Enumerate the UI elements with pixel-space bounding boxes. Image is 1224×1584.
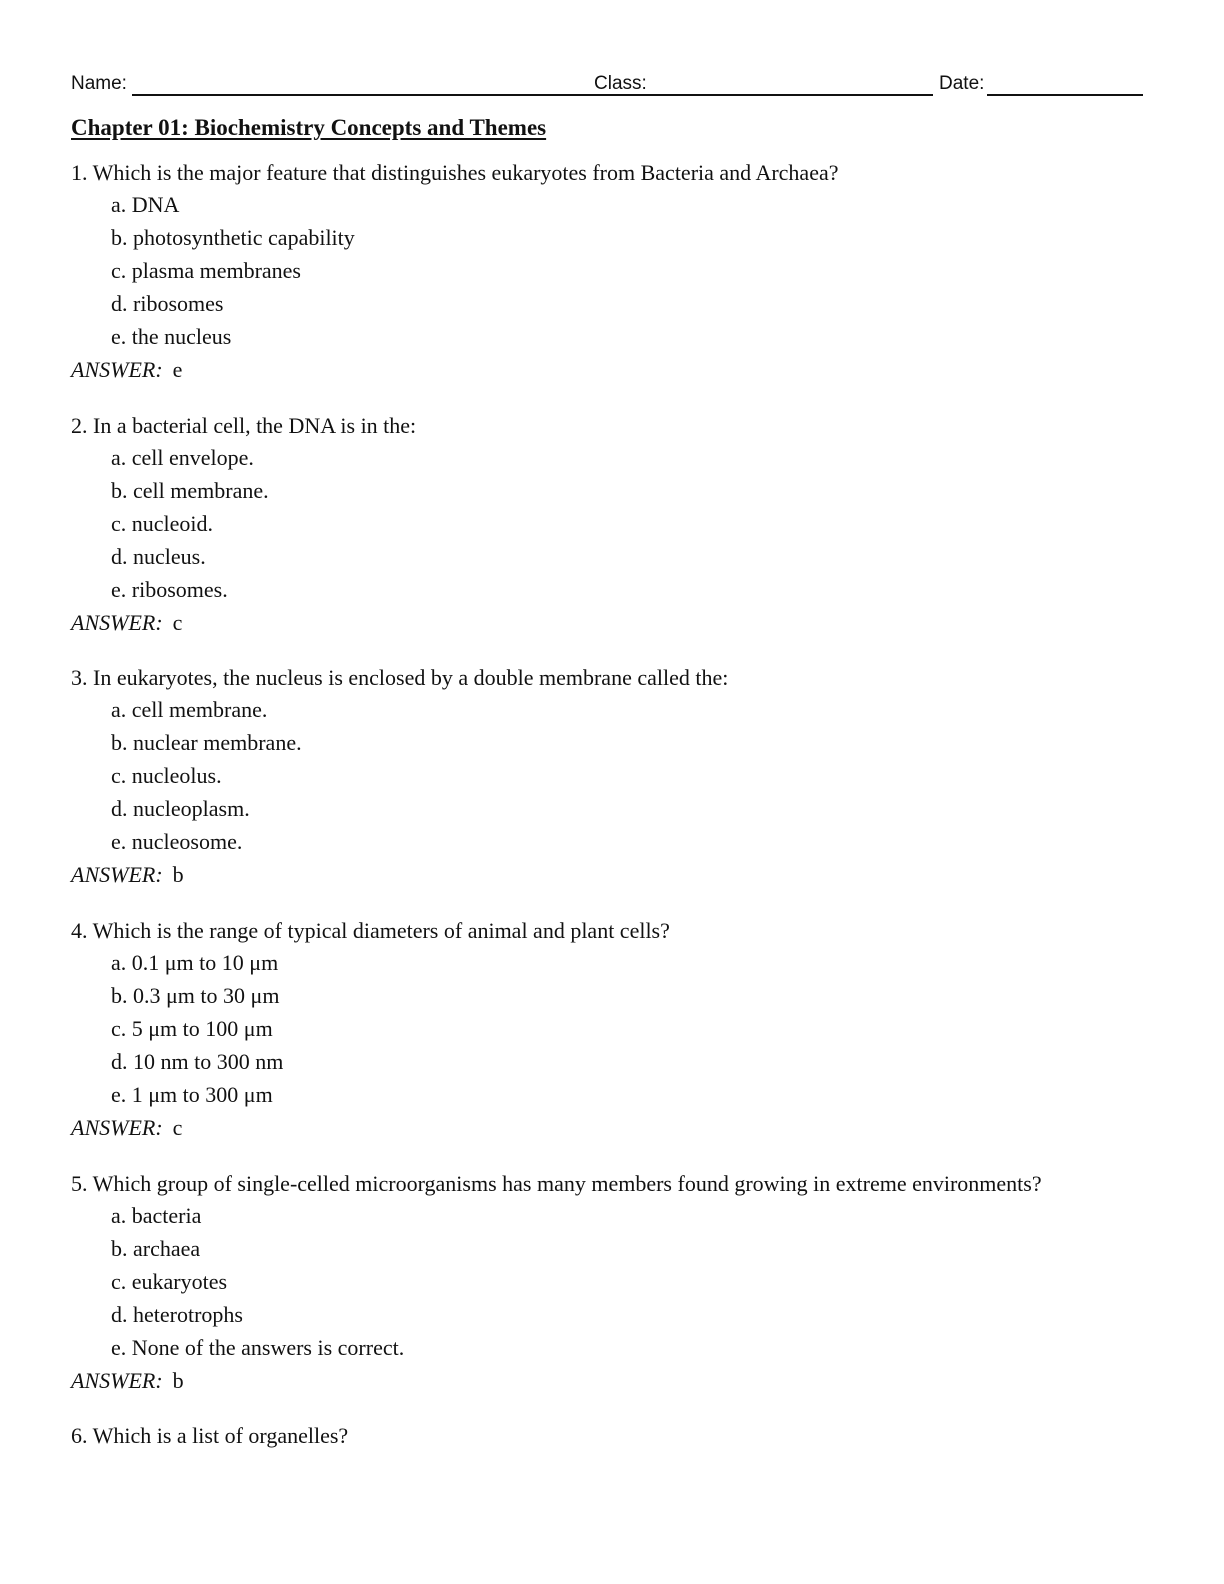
question-text: 4. Which is the range of typical diameters of animal and plant cells? [71,918,670,943]
answer-value: e [172,357,183,382]
option-d: d. nucleoplasm. [111,796,250,821]
question-5 [71,1169,1171,1397]
question-1 [71,158,1171,386]
name-blank-line [132,94,658,96]
option-a: a. DNA [111,192,180,217]
question-2 [71,411,1171,639]
answer-value: c [172,610,183,635]
question-text: 5. Which group of single-celled microorganisms has many members found growing in extreme environments? [71,1171,1042,1196]
option-c: c. 5 μm to 100 μm [111,1016,273,1041]
option-b: b. photosynthetic capability [111,225,355,250]
question-3 [71,663,1171,891]
option-e: e. None of the answers is correct. [111,1335,405,1360]
option-a: a. cell envelope. [111,445,254,470]
answer-label: ANSWER: [71,862,163,887]
question-4 [71,916,1171,1144]
date-label: Date: [939,73,985,94]
option-e: e. nucleosome. [111,829,243,854]
name-label: Name: [71,73,127,94]
option-e: e. the nucleus [111,324,232,349]
option-b: b. nuclear membrane. [111,730,302,755]
question-text: 6. Which is a list of organelles? [71,1423,349,1448]
answer-value: b [172,862,184,887]
option-a: a. cell membrane. [111,697,268,722]
option-c: c. plasma membranes [111,258,301,283]
answer-line [71,858,1171,891]
answer-line [71,353,1171,386]
option-e: e. ribosomes. [111,577,228,602]
answer-label: ANSWER: [71,357,163,382]
class-blank-line [649,94,933,96]
answer-line [71,1111,1171,1144]
option-a: a. 0.1 μm to 10 μm [111,950,279,975]
question-text: 3. In eukaryotes, the nucleus is enclosed by a double membrane called the: [71,665,729,690]
option-d: d. heterotrophs [111,1302,243,1327]
question-6 [71,1421,1171,1451]
student-info-header [71,70,1143,98]
answer-label: ANSWER: [71,1368,163,1393]
answer-line [71,1364,1171,1397]
option-a: a. bacteria [111,1203,202,1228]
option-b: b. cell membrane. [111,478,269,503]
chapter-title: Chapter 01: Biochemistry Concepts and Themes [71,115,547,140]
answer-label: ANSWER: [71,1115,163,1140]
option-b: b. 0.3 μm to 30 μm [111,983,280,1008]
option-d: d. nucleus. [111,544,206,569]
option-b: b. archaea [111,1236,201,1261]
option-e: e. 1 μm to 300 μm [111,1082,273,1107]
option-d: d. ribosomes [111,291,224,316]
option-d: d. 10 nm to 300 nm [111,1049,284,1074]
answer-label: ANSWER: [71,610,163,635]
answer-value: b [172,1368,184,1393]
option-c: c. eukaryotes [111,1269,228,1294]
question-text: 2. In a bacterial cell, the DNA is in the: [71,413,417,438]
class-label: Class: [594,73,647,94]
answer-line [71,606,1171,639]
option-c: c. nucleoid. [111,511,214,536]
date-blank-line [987,94,1143,96]
question-text: 1. Which is the major feature that distinguishes eukaryotes from Bacteria and Archaea? [71,160,839,185]
answer-value: c [172,1115,183,1140]
option-c: c. nucleolus. [111,763,222,788]
